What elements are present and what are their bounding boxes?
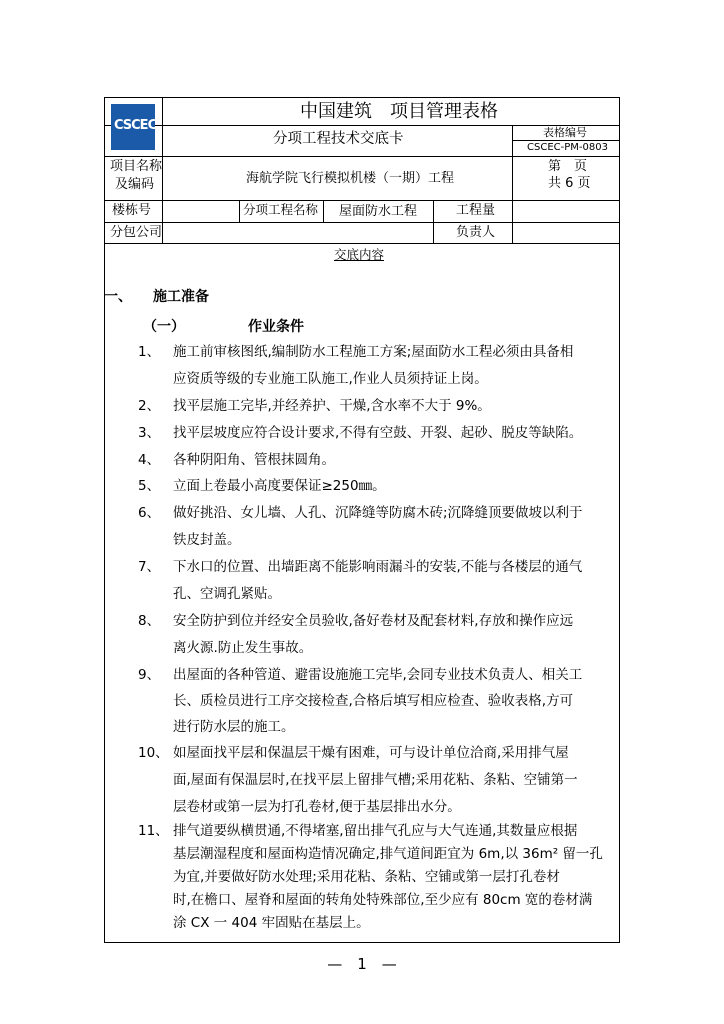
item-number: 1、: [138, 344, 161, 360]
item-number: 7、: [138, 559, 161, 575]
subitem-value: 屋面防水工程: [339, 204, 418, 219]
rule: [512, 140, 620, 141]
subcontractor-label: 分包公司: [110, 225, 163, 240]
company-logo: [111, 104, 155, 150]
page-label: 第 页: [548, 159, 588, 174]
item-line: 时,在檐口、屋脊和屋面的转角处特殊部位,至少应有 80cm 宽的卷材满: [173, 892, 593, 908]
item-number: 10、: [138, 745, 169, 761]
item-line: 立面上卷最小高度要保证≥250㎜。: [173, 478, 386, 494]
rule: [104, 243, 620, 244]
item-line: 各种阴阳角、管根抹圆角。: [173, 452, 335, 468]
item-number: 4、: [138, 452, 161, 468]
item-line: 离火源.防止发生事故。: [173, 640, 313, 656]
company-title: 中国建筑 项目管理表格: [300, 101, 498, 122]
item-line: 涂 CX 一 404 牢固贴在基层上。: [173, 915, 370, 931]
responsible-label: 负责人: [456, 225, 496, 240]
item-line: 排气道要纵横贯通,不得堵塞,留出排气孔应与大气连通,其数量应根据: [173, 823, 578, 839]
item-line: 安全防护到位并经安全员验收,备好卷材及配套材料,存放和操作应远: [173, 613, 574, 629]
item-line: 长、质检员进行工序交接检查,合格后填写相应检查、验收表格,方可: [173, 693, 574, 709]
item-line: 下水口的位置、出墙距离不能影响雨漏斗的安装,不能与各楼层的通气: [173, 559, 583, 575]
logo-text: CSCEC: [114, 118, 157, 133]
rule: [162, 97, 163, 243]
section-heading: 一、 施工准备: [104, 289, 209, 305]
rule: [239, 200, 240, 222]
item-number: 8、: [138, 613, 161, 629]
item-line: 为宜,并要做好防水处理;采用花粘、条粘、空铺或第一层打孔卷材: [173, 869, 560, 885]
project-label-line1: 项目名称: [110, 159, 163, 174]
item-line: 找平层坡度应符合设计要求,不得有空鼓、开裂、起砂、脱皮等缺陷。: [173, 425, 583, 441]
rule: [433, 200, 434, 243]
subsection-heading: （一） 作业条件: [143, 319, 304, 335]
item-line: 如屋面找平层和保温层干燥有困难，可与设计单位洽商,采用排气屋: [173, 745, 569, 761]
page-total: 共 6 页: [548, 176, 591, 191]
rule: [512, 125, 513, 200]
rule: [104, 222, 620, 223]
item-line: 施工前审核图纸,编制防水工程施工方案;屋面防水工程必须由具备相: [173, 344, 574, 360]
item-line: 出屋面的各种管道、避雷设施施工完毕,会同专业技术负责人、相关工: [173, 667, 583, 683]
item-line: 做好挑沿、女儿墙、人孔、沉降缝等防腐木砖;沉降缝顶要做坡以利于: [173, 505, 583, 521]
item-line: 面,屋面有保温层时,在找平层上留排气槽;采用花粘、条粘、空铺第一: [173, 772, 578, 788]
item-number: 6、: [138, 505, 161, 521]
building-label: 楼栋号: [112, 203, 152, 218]
item-line: 应资质等级的专业施工队施工,作业人员须持证上岗。: [173, 371, 488, 387]
content-heading: 交底内容: [334, 247, 385, 262]
subitem-label: 分项工程名称: [243, 202, 319, 217]
item-line: 基层潮湿程度和屋面构造情况确定,排气道间距宜为 6m,以 36m² 留一孔: [173, 846, 603, 862]
page-number: — 1 —: [327, 955, 397, 973]
form-code-label: 表格编号: [543, 126, 587, 139]
form-code: CSCEC-PM-0803: [527, 142, 608, 153]
item-number: 5、: [138, 478, 161, 494]
rule: [512, 200, 513, 243]
item-number: 9、: [138, 667, 161, 683]
item-line: 铁皮封盖。: [173, 532, 241, 548]
item-number: 11、: [138, 823, 169, 839]
rule: [104, 200, 620, 201]
item-line: 孔、空调孔紧贴。: [173, 586, 281, 602]
item-number: 3、: [138, 425, 161, 441]
rule: [323, 200, 324, 222]
item-number: 2、: [138, 398, 161, 414]
project-name: 海航学院飞行模拟机楼（一期）工程: [246, 171, 455, 186]
rule: [104, 156, 620, 157]
item-line: 找平层施工完毕,并经养护、干燥,含水率不大于 9%。: [173, 398, 491, 414]
item-line: 进行防水层的施工。: [173, 719, 295, 735]
quantity-label: 工程量: [456, 203, 496, 218]
item-line: 层卷材或第一层为打孔卷材,便于基层排出水分。: [173, 799, 461, 815]
project-label-line2: 及编码: [115, 177, 155, 192]
form-name: 分项工程技术交底卡: [273, 131, 404, 147]
